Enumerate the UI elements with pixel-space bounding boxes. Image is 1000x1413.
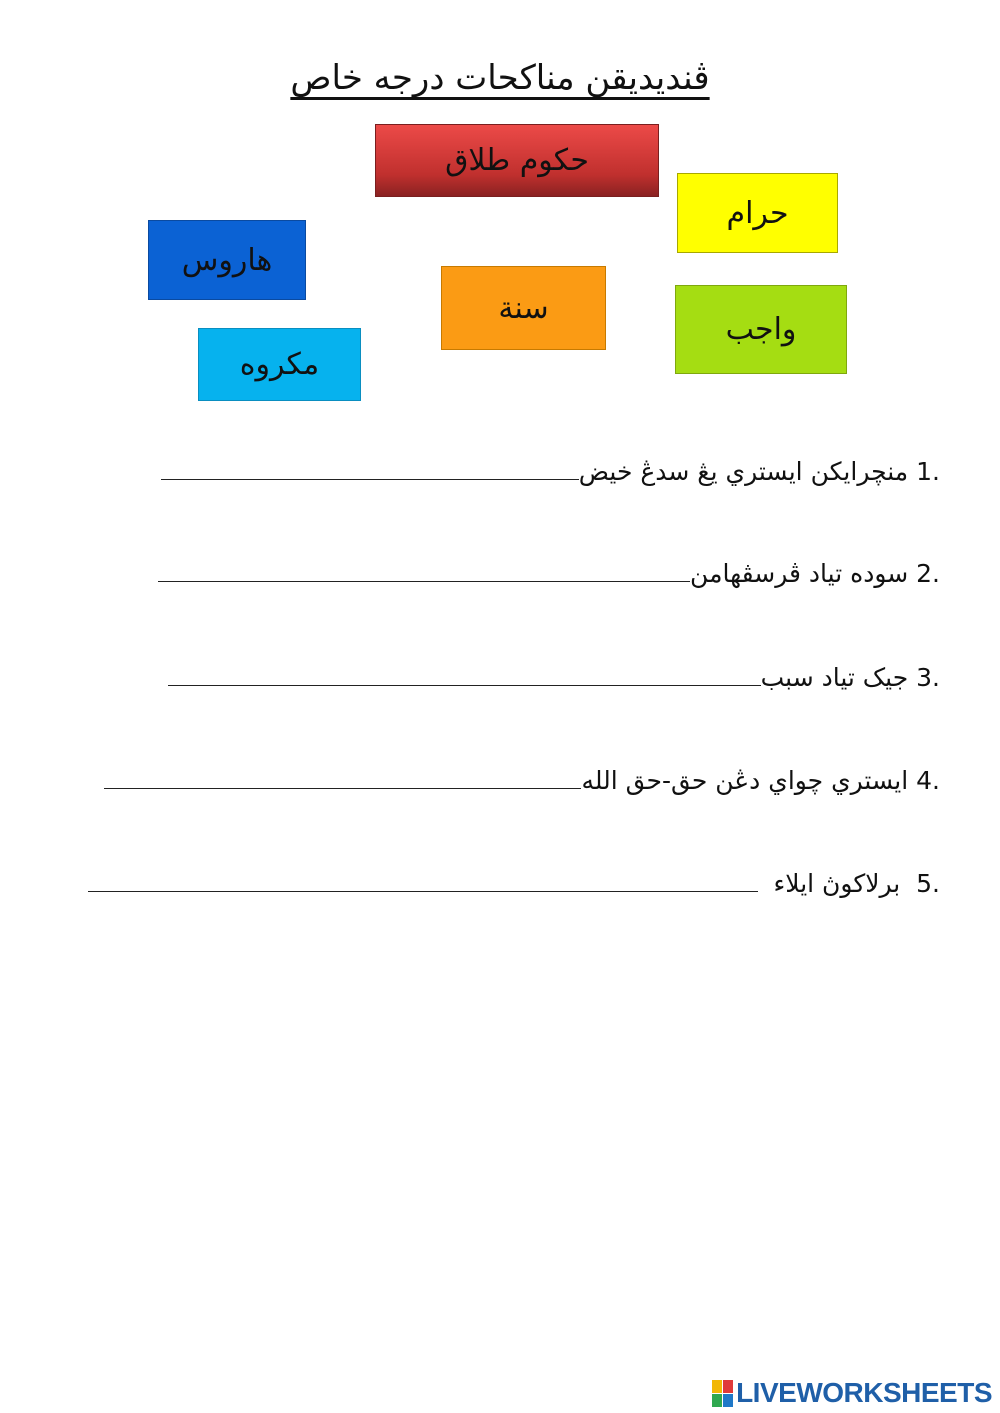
worksheet-title: ڤنديديقن مناكحات درجه خاص <box>290 58 710 98</box>
answer-card-label: سنة <box>498 290 549 326</box>
question-row <box>158 548 940 588</box>
answer-blank[interactable] <box>88 890 758 892</box>
answer-card-label: حرام <box>726 195 789 231</box>
question-text: جيک تياد سبب <box>760 663 909 692</box>
question-text: ايستري چواي دڠن حق-حق الله <box>581 766 909 795</box>
liveworksheets-logo <box>712 1377 992 1409</box>
answer-card-makruh[interactable] <box>198 328 361 401</box>
question-number: 4. <box>916 766 940 795</box>
question-number: 5. <box>916 869 940 898</box>
question-row <box>88 858 940 898</box>
answer-card-sunat[interactable] <box>441 266 606 350</box>
liveworksheets-logo-icon <box>712 1380 732 1406</box>
question-text: منچرايكن ايستري يڠ سدڠ خيض <box>578 457 909 486</box>
question-row <box>168 652 940 692</box>
question-row <box>161 446 940 486</box>
answer-blank[interactable] <box>168 684 761 686</box>
answer-card-harus[interactable] <box>148 220 306 300</box>
answer-card-talaq-ruling[interactable] <box>375 124 659 197</box>
brand-name: LIVEWORKSHEETS <box>736 1377 992 1408</box>
answer-blank[interactable] <box>161 478 579 480</box>
question-text: سوده تياد ڤرسڤهامن <box>690 559 909 588</box>
question-text: برلاكوڽ ايلاء <box>773 869 901 898</box>
answer-card-label: هاروس <box>181 242 273 278</box>
answer-card-label: واجب <box>725 312 797 347</box>
answer-card-label: مکروه <box>239 347 320 382</box>
question-number: 3. <box>916 663 940 692</box>
answer-card-label: حکوم طلاق <box>445 143 589 178</box>
answer-card-wajib[interactable] <box>675 285 847 374</box>
question-number: 2. <box>916 559 940 588</box>
answer-blank[interactable] <box>158 580 690 582</box>
question-number: 1. <box>916 457 940 486</box>
answer-blank[interactable] <box>104 787 581 789</box>
question-row <box>104 755 940 795</box>
answer-card-haram[interactable] <box>677 173 838 253</box>
